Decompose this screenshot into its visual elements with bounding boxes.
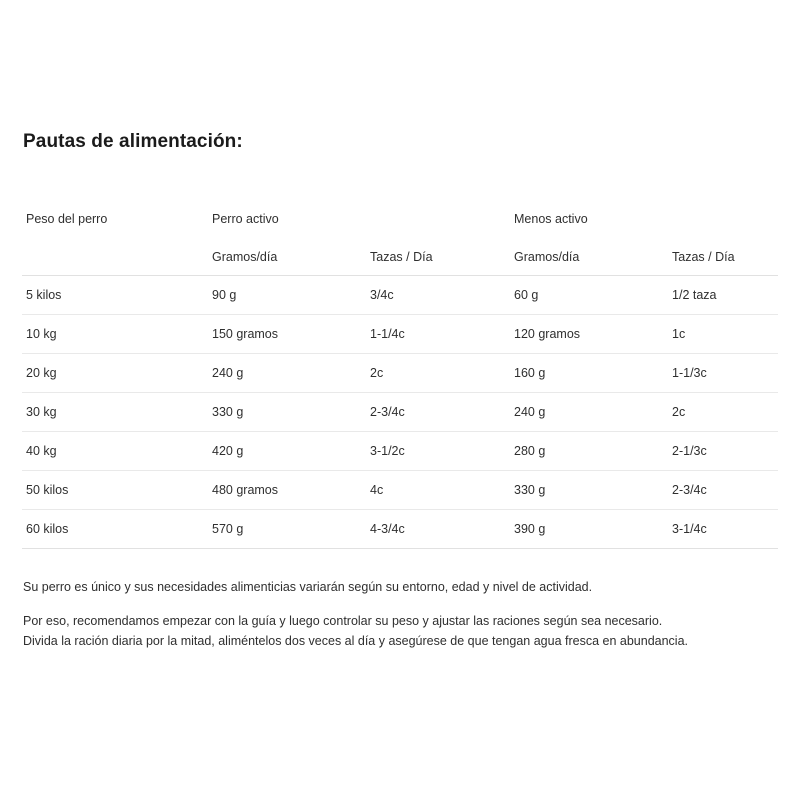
cell-weight: 60 kilos xyxy=(26,522,69,536)
cell-grams-less-active: 280 g xyxy=(514,444,546,458)
feeding-notes xyxy=(22,577,782,651)
table-row xyxy=(22,276,778,315)
cell-cups-less-active: 2-3/4c xyxy=(672,483,707,497)
cell-cups-active: 4-3/4c xyxy=(370,522,405,536)
cell-weight: 30 kg xyxy=(26,405,57,419)
cell-cups-less-active: 2c xyxy=(672,405,686,419)
feeding-guidelines-table xyxy=(22,201,778,548)
column-header-less-active: Menos activo xyxy=(514,212,588,226)
column-subheader-grams-less-active: Gramos/día xyxy=(510,239,668,276)
table-row xyxy=(22,471,778,510)
column-header-dog-weight: Peso del perro xyxy=(26,212,108,226)
cell-grams-less-active: 330 g xyxy=(514,483,546,497)
cell-grams-active: 90 g xyxy=(212,288,237,302)
cell-cups-less-active: 1-1/3c xyxy=(672,366,707,380)
note-line-2: Por eso, recomendamos empezar con la guía y luego controlar su peso y ajustar las raciones según sea necesario. xyxy=(23,614,663,628)
table-row xyxy=(22,354,778,393)
table-row xyxy=(22,510,778,549)
cell-grams-active: 330 g xyxy=(212,405,244,419)
table-row xyxy=(22,315,778,354)
cell-cups-active: 2c xyxy=(370,366,384,380)
table-group-header-row xyxy=(22,201,778,239)
cell-grams-less-active: 240 g xyxy=(514,405,546,419)
cell-cups-active: 3-1/2c xyxy=(370,444,405,458)
cell-cups-less-active: 2-1/3c xyxy=(672,444,707,458)
column-subheader-grams-active: Gramos/día xyxy=(208,239,366,276)
cell-grams-less-active: 390 g xyxy=(514,522,546,536)
cell-cups-less-active: 1/2 taza xyxy=(672,288,717,302)
table-sub-header-row xyxy=(22,239,778,276)
column-subheader-cups-active: Tazas / Día xyxy=(366,239,510,276)
note-line-1: Su perro es único y sus necesidades alimenticias variarán según su entorno, edad y nivel de actividad. xyxy=(23,580,593,594)
cell-grams-active: 420 g xyxy=(212,444,244,458)
cell-cups-active: 4c xyxy=(370,483,384,497)
table-bottom-divider xyxy=(22,548,778,549)
cell-grams-less-active: 120 gramos xyxy=(514,327,581,341)
cell-grams-active: 240 g xyxy=(212,366,244,380)
cell-cups-less-active: 3-1/4c xyxy=(672,522,707,536)
cell-cups-active: 3/4c xyxy=(370,288,394,302)
cell-grams-less-active: 160 g xyxy=(514,366,546,380)
cell-cups-active: 2-3/4c xyxy=(370,405,405,419)
column-subheader-cups-less-active: Tazas / Día xyxy=(668,239,778,276)
cell-weight: 20 kg xyxy=(26,366,57,380)
cell-grams-active: 150 gramos xyxy=(212,327,279,341)
cell-cups-active: 1-1/4c xyxy=(370,327,405,341)
column-header-active-dog: Perro activo xyxy=(212,212,279,226)
cell-grams-active: 480 gramos xyxy=(212,483,279,497)
column-subheader-blank xyxy=(22,239,208,276)
cell-grams-active: 570 g xyxy=(212,522,244,536)
cell-weight: 40 kg xyxy=(26,444,57,458)
note-line-3: Divida la ración diaria por la mitad, aliméntelos dos veces al día y asegúrese de que tengan agua fresca en abundancia. xyxy=(23,634,688,648)
table-row xyxy=(22,393,778,432)
cell-grams-less-active: 60 g xyxy=(514,288,539,302)
page-title: Pautas de alimentación: xyxy=(23,131,243,152)
table-row xyxy=(22,432,778,471)
cell-weight: 10 kg xyxy=(26,327,57,341)
cell-cups-less-active: 1c xyxy=(672,327,686,341)
cell-weight: 5 kilos xyxy=(26,288,62,302)
cell-weight: 50 kilos xyxy=(26,483,69,497)
